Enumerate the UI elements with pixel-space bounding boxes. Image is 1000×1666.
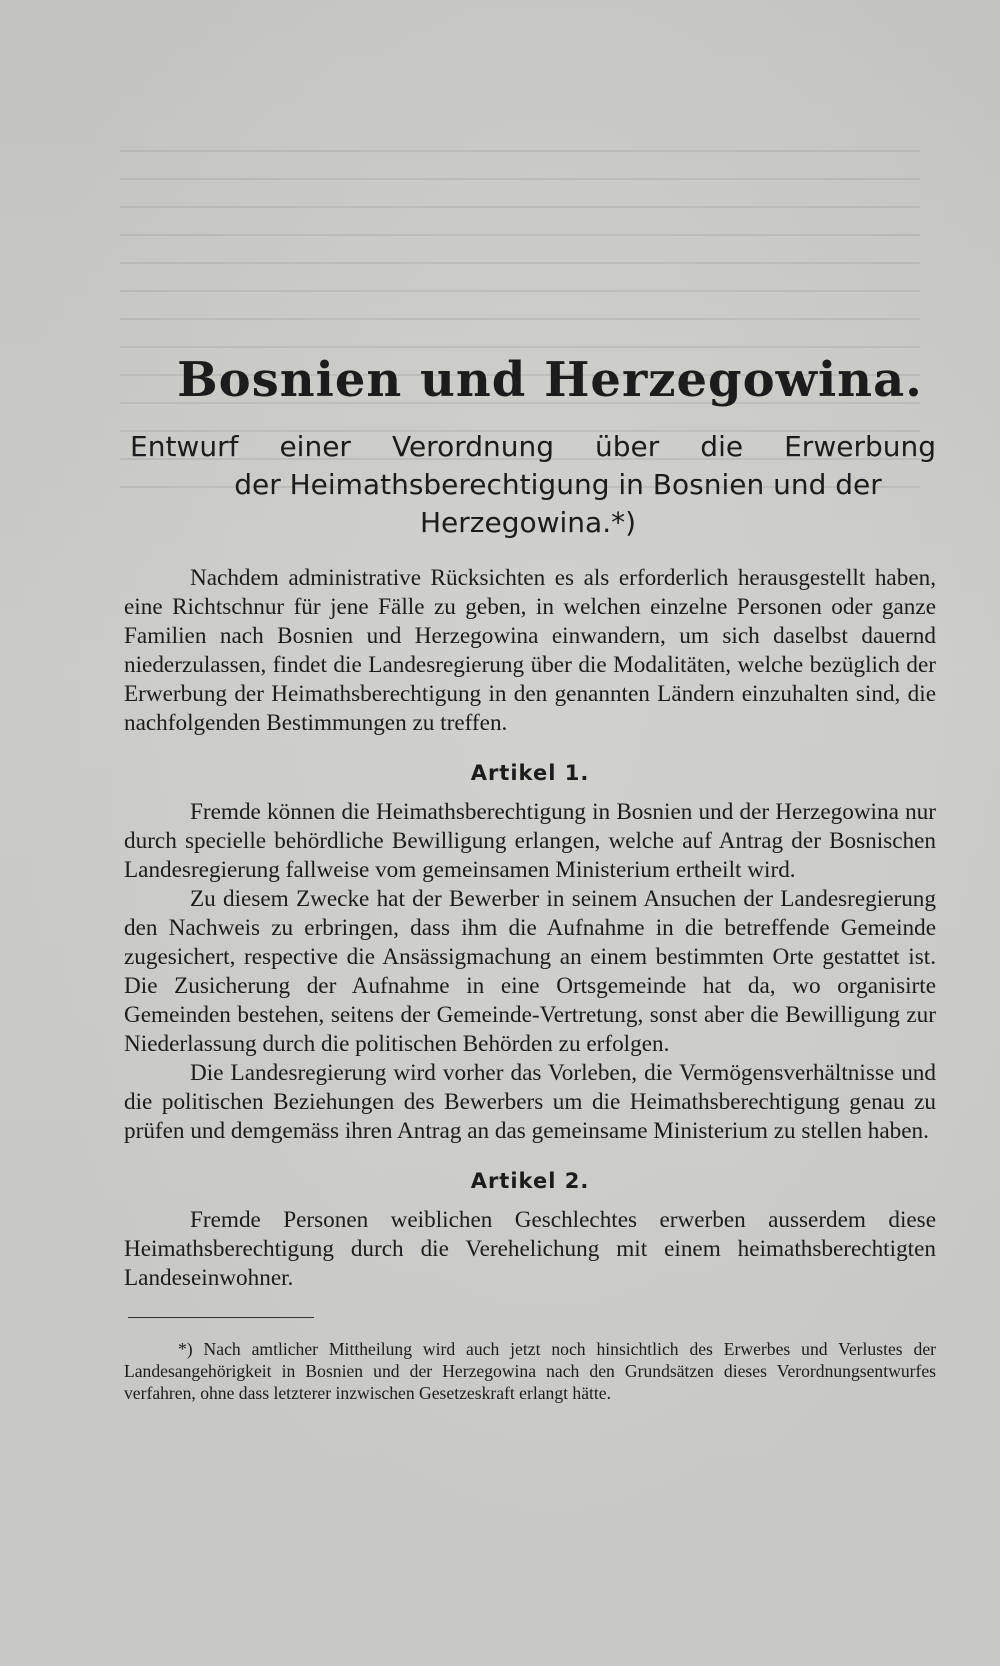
article-2 [124, 1166, 936, 1293]
article-1 [124, 758, 936, 1146]
document-subtitle [124, 428, 936, 542]
footnote: *) Nach amtlicher Mittheilung wird auch jetzt noch hinsichtlich des Erwerbes und Verlustes der Landesangehörigkeit in Bosnien und der Herzegowina nach den Grundsätzen dieses Verordnungsentwurfes verfahren, ohne dass letzterer inzwischen Gesetzeskraft erlangt hätte. [124, 1339, 936, 1403]
article-paragraph: Fremde können die Heimathsberechtigung in Bosnien und der Herzegowina nur durch specielle behördliche Bewilligung erlangen, welche auf Antrag der Bosnischen Landesregierung fallweise vom gemeinsamen Ministerium ertheilt wird. [124, 799, 936, 883]
intro-paragraph: Nachdem administrative Rücksichten es als erforderlich herausgestellt haben, eine Richtschnur für jene Fälle zu geben, in welchen einzelne Personen oder ganze Familien nach Bosnien und Herzegowina einwandern, um sich daselbst dauernd niederzulassen, findet die Landesregierung über die Modalitäten, welche bezüglich der Erwerbung der Heimathsberechtigung in den genannten Ländern einzuhalten sind, die nachfolgenden Bestimmungen zu treffen. [124, 565, 936, 736]
article-paragraph: Zu diesem Zwecke hat der Bewerber in seinem Ansuchen der Landesregierung den Nachweis zu erbringen, dass ihm die Aufnahme in die betreffende Gemeinde zugesichert, respective die Ansässigmachung an einem bestimmten Orte gestattet ist. Die Zusicherung der Aufnahme in eine Ortsgemeinde hat da, wo organisirte Gemeinden bestehen, seitens der Gemeinde-Vertretung, sonst aber die Bewilligung zur Niederlassung durch die politischen Behörden zu erfolgen. [124, 886, 936, 1057]
article-heading: Artikel 2. [470, 1169, 590, 1193]
subtitle-line: der Heimathsberechtigung in Bosnien und der [234, 468, 882, 501]
article-paragraph: Fremde Personen weiblichen Geschlechtes erwerben ausserdem diese Heimathsberechtigung durch die Verehelichung mit einem heimathsberechtigten Landeseinwohner. [124, 1207, 936, 1291]
subtitle-line: Herzegowina.*) [419, 506, 637, 539]
subtitle-line: Entwurf einer Verordnung über die Erwerbung [130, 430, 936, 463]
article-heading: Artikel 1. [470, 761, 590, 785]
document-content [124, 350, 936, 1404]
footnote-divider [128, 1317, 314, 1318]
page-title: Bosnien und Herzegowina. [177, 352, 923, 408]
article-paragraph: Die Landesregierung wird vorher das Vorleben, die Vermögensverhältnisse und die politischen Beziehungen des Bewerbers um die Heimathsberechtigung genau zu prüfen und demgemäss ihren Antrag an das gemeinsame Ministerium zu stellen haben. [124, 1060, 936, 1144]
